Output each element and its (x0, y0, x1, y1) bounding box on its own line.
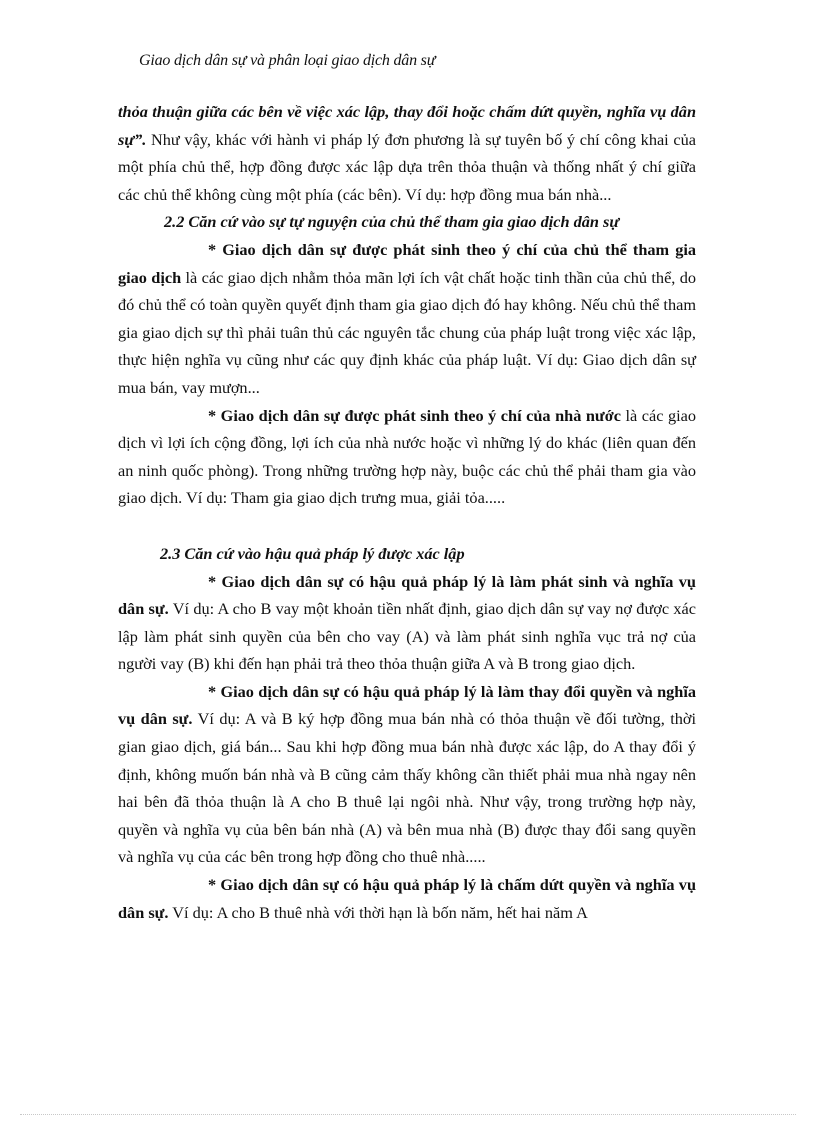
list-item-terminate-obligation (118, 871, 696, 926)
item-text: Ví dụ: A và B ký hợp đồng mua bán nhà có thỏa thuận về đối tường, thời gian giao dịch, giá bán... Sau khi hợp đồng mua bán nhà được xác lập, do A thay đổi ý định, không muốn bán nhà và B cũng cảm thấy không cần thiết phải mua nhà ngay nên hai bên đã thỏa thuận là A cho B thuê lại ngôi nhà. Như vậy, trong trường hợp này, quyền và nghĩa vụ của bên bán nhà (A) và bên mua nhà (B) được thay đổi sang quyền và nghĩa vụ của các bên trong hợp đồng cho thuê nhà..... (118, 709, 696, 867)
list-item-voluntary-will (118, 236, 696, 402)
quoted-definition: thỏa thuận giữa các bên về việc xác lập, thay đổi hoặc chấm dứt quyền, nghĩa vụ dân sự”. (118, 102, 696, 149)
item-title: * Giao dịch dân sự được phát sinh theo ý chí của chủ thể tham gia giao dịch (118, 239, 696, 287)
item-text: là các giao dịch vì lợi ích cộng đồng, lợi ích của nhà nước hoặc vì những lý do khác (liên quan đến an ninh quốc phòng). Trong những trường hợp này, buộc các chủ thể phải tham gia vào giao dịch. Ví dụ: Tham gia giao dịch trưng mua, giải tỏa..... (118, 405, 697, 508)
item-text: Ví dụ: A cho B vay một khoản tiền nhất định, giao dịch dân sự vay nợ được xác lập làm phát sinh quyền của bên cho vay (A) và làm phát sinh nghĩa vục trả nợ của người vay (B) khi đến hạn phải trả theo thỏa thuận giữa A và B trong giao dịch. (118, 599, 696, 674)
item-title: * Giao dịch dân sự có hậu quả pháp lý là làm thay đổi quyền và nghĩa vụ dân sự. (118, 681, 696, 729)
item-text: là các giao dịch nhằm thỏa mãn lợi ích vật chất hoặc tinh thần của chủ thể, do đó chủ thể có toàn quyền quyết định tham gia giao dịch đó hay không. Nếu chủ thể tham gia giao dịch sự thì phải tuân thủ các nguyên tắc chung của pháp luật trong việc xác lập, thực hiện nghĩa vụ cũng như các quy định khác của pháp luật. Ví dụ: Giao dịch dân sự mua bán, vay mượn... (118, 267, 696, 397)
list-item-change-obligation (118, 678, 696, 871)
item-title: * Giao dịch dân sự có hậu quả pháp lý là làm phát sinh và nghĩa vụ dân sự. (118, 571, 696, 619)
page-bottom-divider (20, 1114, 796, 1115)
list-item-state-will (118, 402, 696, 512)
section-heading-2-2: 2.2 Căn cứ vào sự tự nguyện của chủ thể tham gia giao dịch dân sự (164, 212, 620, 232)
paragraph-contract-definition (118, 98, 696, 208)
paragraph-text: Như vậy, khác với hành vi pháp lý đơn phương là sự tuyên bố ý chí công khai của một phía chủ thể, hợp đồng được xác lập dựa trên thỏa thuận và thống nhất ý chí giữa các chủ thể không cùng một phía (các bên). Ví dụ: hợp đồng mua bán nhà... (118, 129, 696, 204)
section-spacer (118, 512, 696, 540)
list-item-create-obligation (118, 568, 696, 678)
item-title: * Giao dịch dân sự có hậu quả pháp lý là chấm dứt quyền và nghĩa vụ dân sự. (118, 875, 696, 922)
document-body (118, 98, 696, 926)
section-heading-2-3: 2.3 Căn cứ vào hậu quả pháp lý được xác lập (160, 543, 465, 563)
item-title: * Giao dịch dân sự được phát sinh theo ý chí của nhà nước (208, 405, 621, 425)
page-header: Giao dịch dân sự và phân loại giao dịch dân sự (139, 52, 436, 69)
item-text: Ví dụ: A cho B thuê nhà với thời hạn là bốn năm, hết hai năm A (168, 902, 588, 922)
